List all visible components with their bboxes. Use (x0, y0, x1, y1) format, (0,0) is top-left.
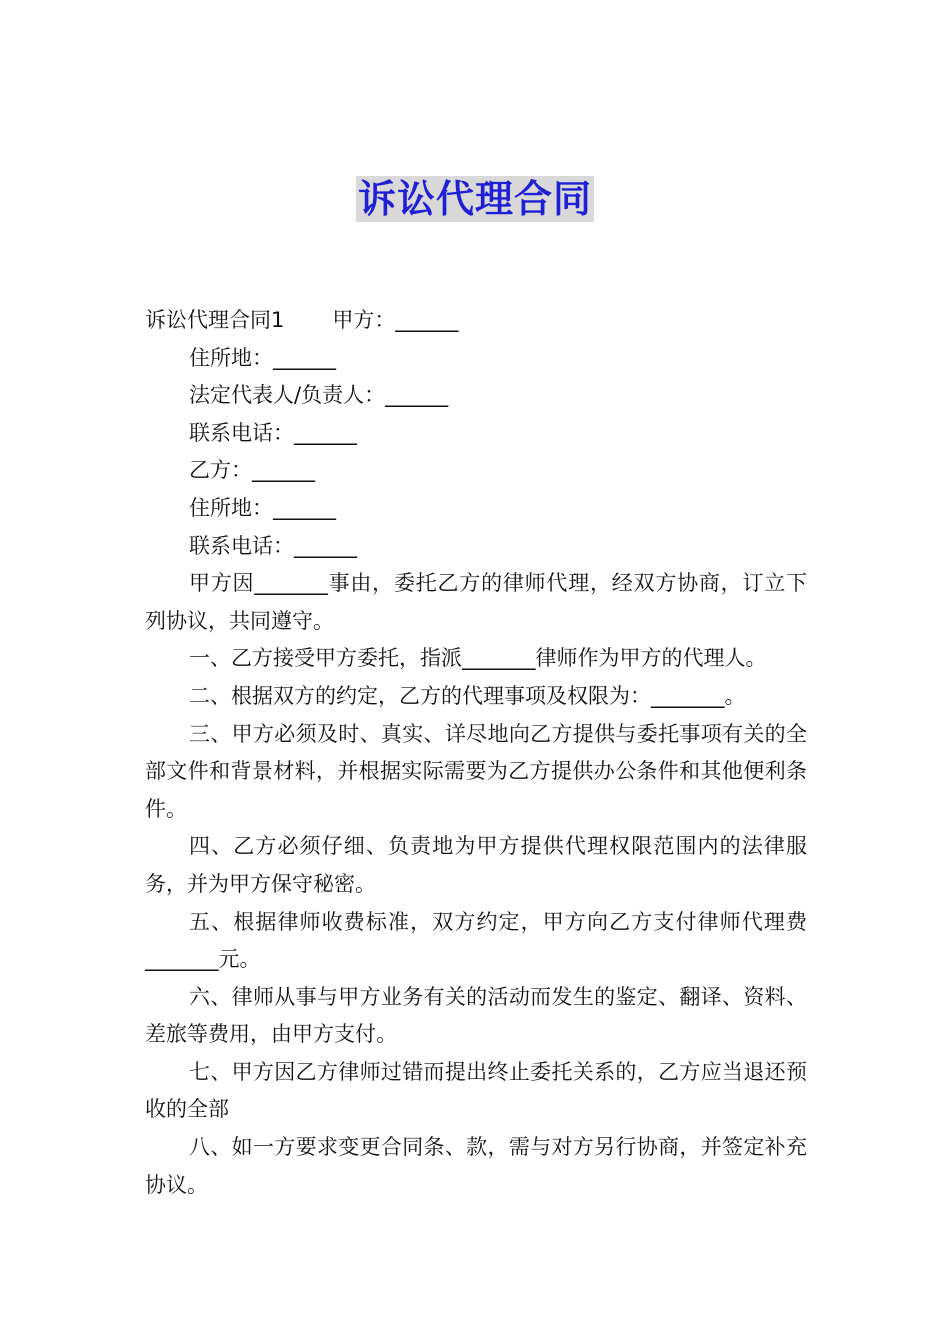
party-b-field: 乙方：______ (189, 458, 315, 483)
party-b-phone: 联系电话：______ (189, 533, 357, 558)
clause-7: 七、甲方因乙方律师过错而提出终止委托关系的，乙方应当退还预收的全部 (145, 1059, 807, 1122)
clause-1: 一、乙方接受甲方委托，指派_______律师作为甲方的代理人。 (189, 646, 767, 671)
clause-5: 五、根据律师收费标准，双方约定，甲方向乙方支付律师代理费_______元。 (145, 909, 807, 972)
document-title: 诉讼代理合同 (357, 177, 592, 221)
clause-3: 三、甲方必须及时、真实、详尽地向乙方提供与委托事项有关的全部文件和背景材料，并根据实际需要为乙方提供办公条件和其他便利条件。 (145, 721, 807, 821)
heading-line (145, 302, 807, 340)
clause-8: 八、如一方要求变更合同条、款，需与对方另行协商，并签定补充协议。 (145, 1135, 807, 1197)
document-body (145, 302, 807, 1204)
clause-6: 六、律师从事与甲方业务有关的活动而发生的鉴定、翻译、资料、差旅等费用，由甲方支付。 (145, 984, 807, 1047)
clause-4: 四、乙方必须仔细、负责地为甲方提供代理权限范围内的法律服务，并为甲方保守秘密。 (145, 834, 807, 896)
party-a-legal-rep: 法定代表人/负责人：______ (189, 383, 449, 408)
preamble-paragraph: 甲方因_______事由，委托乙方的律师代理，经双方协商，订立下列协议，共同遵守。 (145, 571, 807, 633)
clause-2: 二、根据双方的约定，乙方的代理事项及权限为：_______。 (189, 683, 746, 708)
party-a-field: 甲方：______ (332, 308, 459, 332)
party-a-address: 住所地：______ (189, 345, 336, 370)
party-b-address: 住所地：______ (189, 495, 336, 520)
doc-name: 诉讼代理合同1 (145, 308, 285, 332)
title-container (0, 176, 950, 222)
party-a-phone: 联系电话：______ (189, 420, 357, 445)
